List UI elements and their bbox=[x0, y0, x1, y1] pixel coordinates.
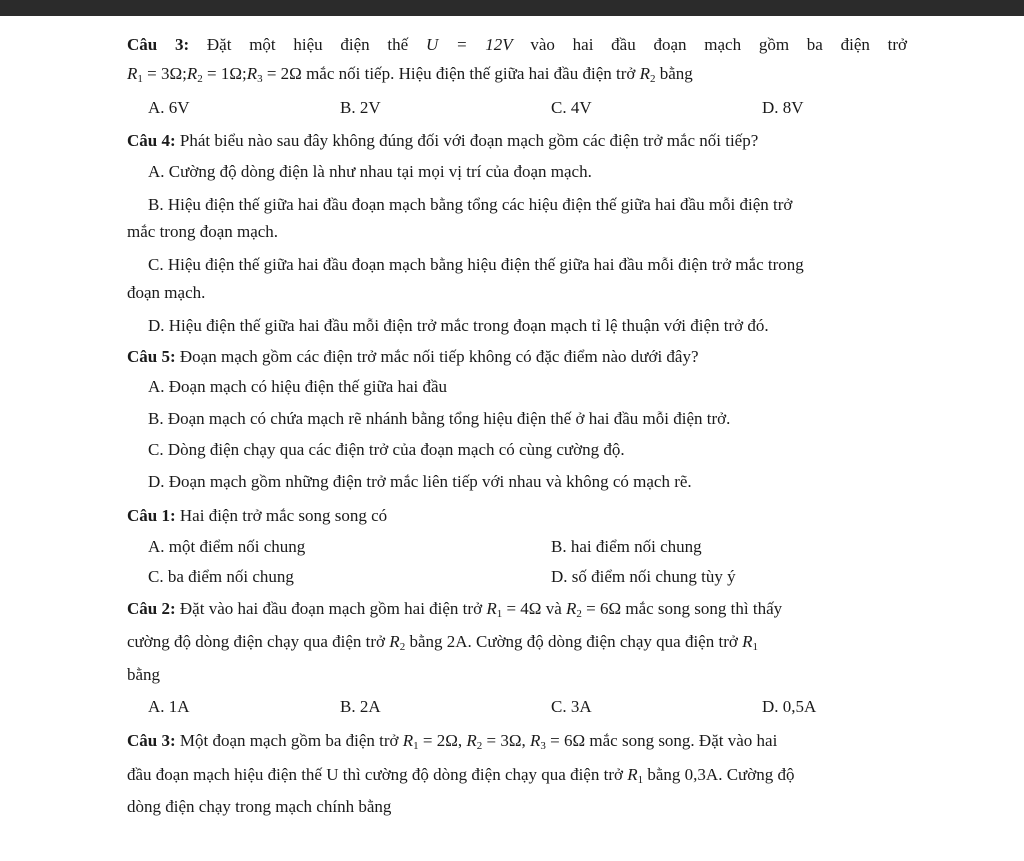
q2-line-3: bằng bbox=[127, 665, 161, 684]
q3a-option-d[interactable]: D. 8V bbox=[762, 98, 804, 117]
q4-option-c-line-2: đoạn mạch. bbox=[127, 283, 206, 302]
q3b-line-3: dòng điện chạy trong mạch chính bằng bbox=[127, 797, 392, 816]
q2-option-c[interactable]: C. 3A bbox=[551, 697, 592, 716]
q3a-option-b[interactable]: B. 2V bbox=[340, 98, 381, 117]
q2-line-2: cường độ dòng điện chạy qua điện trở $R_2$ bằng 2A. Cường độ dòng điện chạy qua điện trở $R_1$ bbox=[127, 632, 758, 653]
q4-option-a[interactable]: A. Cường độ dòng điện là như nhau tại mọi vị trí của đoạn mạch. bbox=[148, 162, 592, 181]
q3a-label: Câu 3: bbox=[127, 35, 190, 54]
q4-option-b-line-1[interactable]: B. Hiệu điện thế giữa hai đầu đoạn mạch bằng tổng các hiệu điện thế giữa hai đầu mỗi điện trở bbox=[148, 195, 793, 214]
document-page bbox=[0, 16, 1024, 861]
q1-option-b[interactable]: B. hai điểm nối chung bbox=[551, 537, 702, 556]
q5-option-c[interactable]: C. Dòng điện chạy qua các điện trở của đoạn mạch có cùng cường độ. bbox=[148, 440, 625, 459]
q1-option-d[interactable]: D. số điểm nối chung tùy ý bbox=[551, 567, 736, 586]
q4-option-b-line-2: mắc trong đoạn mạch. bbox=[127, 222, 279, 241]
q5-option-b[interactable]: B. Đoạn mạch có chứa mạch rẽ nhánh bằng tổng hiệu điện thế ở hai đầu mỗi điện trở. bbox=[148, 409, 731, 428]
q2-option-b[interactable]: B. 2A bbox=[340, 697, 381, 716]
q3a-line-1: Câu 3: Đặt một hiệu điện thế U = 12V vào hai đầu đoạn mạch gồm ba điện trở bbox=[127, 35, 907, 54]
q4-option-d[interactable]: D. Hiệu điện thế giữa hai đầu mỗi điện trở mắc trong đoạn mạch tỉ lệ thuận với điện trở đó. bbox=[148, 316, 769, 335]
q1-stem: Câu 1: Hai điện trở mắc song song có bbox=[127, 506, 388, 525]
q3b-line-2: đầu đoạn mạch hiệu điện thế U thì cường độ dòng điện chạy qua điện trở $R_1$ bằng 0,3A. Cường độ bbox=[127, 765, 795, 786]
q3a-line-2: $R_1$ = $3\Omega;R_2$ = $1\Omega;R_3 = 2\Omega$ mắc nối tiếp. Hiệu điện thế giữa hai đầu điện trở $R_2$ bằng bbox=[127, 64, 693, 85]
q2-line-1: Câu 2: Đặt vào hai đầu đoạn mạch gồm hai điện trở $R_1 = 4\Omega$ và $R_2 = 6\Omega$ mắc song song thì thấy bbox=[127, 599, 783, 620]
top-bar bbox=[0, 0, 1024, 16]
q2-option-a[interactable]: A. 1A bbox=[148, 697, 190, 716]
q5-option-d[interactable]: D. Đoạn mạch gồm những điện trở mắc liên tiếp với nhau và không có mạch rẽ. bbox=[148, 472, 692, 491]
q4-option-c-line-1[interactable]: C. Hiệu điện thế giữa hai đầu đoạn mạch bằng hiệu điện thế giữa hai đầu mỗi điện trở mắc trong bbox=[148, 255, 804, 274]
q3a-option-a[interactable]: A. 6V bbox=[148, 98, 190, 117]
q1-option-a[interactable]: A. một điểm nối chung bbox=[148, 537, 306, 556]
q5-option-a[interactable]: A. Đoạn mạch có hiệu điện thế giữa hai đầu bbox=[148, 377, 448, 396]
q3a-voltage: U = 12V bbox=[425, 35, 513, 54]
q1-option-c[interactable]: C. ba điểm nối chung bbox=[148, 567, 294, 586]
q3b-line-1: Câu 3: Một đoạn mạch gồm ba điện trở $R_1 = 2\Omega$, $R_2 = 3\Omega$, $R_3 = 6\Omega$ mắc song song. Đặt vào hai bbox=[127, 731, 778, 752]
q3a-option-c[interactable]: C. 4V bbox=[551, 98, 592, 117]
q5-stem: Câu 5: Đoạn mạch gồm các điện trở mắc nối tiếp không có đặc điểm nào dưới đây? bbox=[127, 347, 699, 366]
q4-stem: Câu 4: Phát biểu nào sau đây không đúng đối với đoạn mạch gồm các điện trở mắc nối tiếp? bbox=[127, 131, 759, 150]
q2-option-d[interactable]: D. 0,5A bbox=[762, 697, 817, 716]
